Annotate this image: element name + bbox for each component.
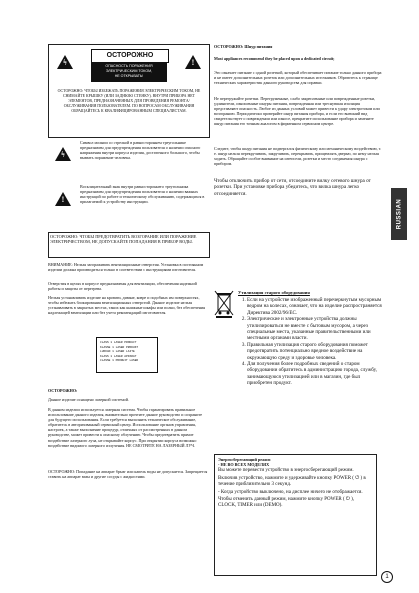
disposal-title: Утилизация старого оборудования: [238, 290, 310, 295]
energy-subtitle: - НЕ ВО ВСЕХ МОДЕЛЯХ: [218, 462, 270, 468]
power-cord-bold: Most appliances recommend they be placed upon a dedicated circuit;: [214, 56, 335, 61]
energy-line-2: Включив устройство, нажмите и удерживайте кнопку POWER ( ⏻ ) в течение приблизительно 3 секунд.: [218, 475, 366, 488]
attention-para: ВНИМАНИЕ: Нельзя загораживать вентиляционные отверстия. Установка в постоянном изделии должна производиться только в соответствии с инструкциями изготовителя.: [48, 262, 204, 273]
laser-label-line: KLASS 1 LASER APPARAT: [100, 354, 137, 358]
warning-label-line-3: НЕ ОТКРЫВАТЬ!: [114, 74, 144, 78]
power-cord-para-3: Следите, чтобы шнур питания не подвергался физическому или механическому воздействию, т. е. шнур нельзя перекручивать, закручивать, перекрывать, прищемлять дверью, по нему нельзя ходить. Обращайте особое внимание на штепсели, розетки и место соединения шнура с прибором.: [214, 146, 382, 167]
laser-label-line: CLASSE 1 PRODUIT LASER: [100, 359, 139, 363]
exclaim-note: Восклицательный знак внутри равностороннего треугольника предназначен для предупреждения пользователя о наличии важных инструкций по работе и техническому обслуживанию, содержащихся в прилагаемой к устройству инструкции.: [80, 184, 205, 205]
laser-label: [96, 337, 158, 373]
warning-box: [48, 44, 210, 138]
warning-title: ОСТОРОЖНО: [91, 49, 169, 63]
language-tab: [391, 188, 407, 240]
disposal-section: [238, 290, 382, 387]
energy-line-3: - Когда устройство выключено, на дисплее ничего не отображается.: [218, 489, 363, 495]
language-tab-label: RUSSIAN: [396, 198, 403, 230]
vent-para-2: Нельзя устанавливать изделие на кровати, диване, ковре и подобных им поверхностях, чтобы избежать блокирования вентиляционных отверстий. Данное изделие нельзя устанавливать в закрытых местах, таких как книжные шкафы или полки, без обеспечения надлежащей вентиляции или без учета рекомендаций изготовителя.: [48, 295, 206, 316]
rain-para: ОСТОРОЖНО: Попадание на аппарат брызг или капель воды не допускается. Запрещается ставить на аппарат вазы и другие сосуды с жидкостями.: [48, 469, 208, 480]
exclamation-triangle-icon: !: [55, 192, 71, 206]
energy-line-4: Чтобы отменить данный режим, нажмите кнопку POWER ( ⏻ ), CLOCK, TIMER или (DEMO).: [218, 497, 355, 509]
energy-box: [214, 454, 377, 576]
disposal-item: 2. Электрические и электронные устройства должны утилизироваться не вместе с бытовым мусором, а через специальные места, указанные правительственными или местными органами власти.: [247, 316, 382, 342]
power-cord-para-2: Не перегружайте розетки. Перегруженные, слабо закрепленные или поврежденные розетки, удлинители, изношенные шнуры питания, поврежденная или треснувшая изоляция представляют опасность. Любое из данных условий может привести к удару электротоком или возгоранию. Периодически проверяйте шнур питания прибора, и если его внешний вид свидетельствует о повреждении или износе, прекратите использование прибора и замените шнур питания его точным аналогом в фирменном сервисном центре.: [214, 96, 380, 127]
fire-warning-box: [48, 232, 210, 258]
disposal-item: 4. Для получения более подробных сведений о старом оборудовании обратитесь в администрацию города, службу, занимающуюся утилизацией или в магазин, где был приобретен продукт.: [247, 361, 382, 387]
lightning-triangle-icon: ϟ: [55, 147, 71, 161]
disposal-item: 3. Правильная утилизация старого оборудования поможет предотвратить потенциально вредное воздействие на окружающую среду и здоровье человека.: [247, 342, 382, 361]
exclamation-triangle-icon: !: [185, 55, 201, 69]
vent-para-1: Отверстия в щелях в корпусе предназначены для вентиляции, обеспечения надежной работы и защиты от перегрева.: [48, 281, 197, 292]
energy-title: Энергосберегающий режим: [218, 457, 271, 462]
fire-warning: ОСТОРОЖНО: ЧТОБЫ ПРЕДОТВРАТИТЬ ВОЗГОРАНИЕ ИЛИ ПОРАЖЕНИЕ ЭЛЕКТРИЧЕСТВОМ, НЕ ДОПУСКАЙТЕ ПОПАДАНИЯ В ПРИБОР ВОДЫ.: [50, 234, 197, 245]
power-cord-para-1: Это означает питание с одной розеткой, который обеспечивает питание только данного прибора и не имеет дополнительных розеток или дополнительных источников. Обратитесь к странице технических характеристик данного руководства для справки.: [214, 70, 382, 86]
lightning-note: Символ молнии со стрелкой в равностороннем треугольнике предназначен для предупреждения пользователя о наличии опасного напряжения внутри корпуса изделия, достаточного большого, чтобы вызвать поражение человека.: [80, 140, 201, 161]
lightning-triangle-icon: ϟ: [57, 55, 73, 69]
laser-caution-line: Данное изделие оснащено лазерной системой.: [48, 397, 129, 402]
laser-label-line: KLASSE 1 LASER PRODUKT: [100, 345, 139, 349]
laser-caution-title: ОСТОРОЖНО:: [48, 388, 78, 393]
disposal-item: 1. Если на устройстве изображенный перечеркнутым мусорным ведром на колесах, означает, что на изделие распространяется Директива 2002/96/EC.: [247, 297, 382, 316]
warning-label-line-2: ЭЛЕКТРИЧЕСКИМ ТОКОМ,: [105, 69, 153, 73]
energy-line-1: Вы можете перевести устройство в энергосберегающий режим.: [218, 468, 354, 474]
power-cord-title: ОСТОРОЖНО: Шнур питания: [214, 44, 273, 49]
warning-label-line-1: ОПАСНОСТЬ ПОРАЖЕНИЯ: [105, 64, 153, 68]
page-number: 1: [381, 571, 393, 583]
warning-caption: ОСТОРОЖНО: ЧТОБЫ ИЗБЕЖАТЬ ПОРАЖЕНИЯ ЭЛЕКТРИЧЕСКИМ ТОКОМ, НЕ СНИМАЙТЕ КРЫШКУ (ИЛИ ЗАДНЮЮ СТЕНКУ). ВНУТРИ ПРИБОРА НЕТ ЭЛЕМЕНТОВ, ПРЕДНАЗНАЧЕННЫХ ДЛЯ ПРОВЕДЕНИЯ РЕМОНТА/ОБСЛУЖИВАНИЯ ПОЛЬЗОВАТЕЛЕМ. ПО ВОПРОСАМ ОБСЛУЖИВАНИЯ ОБРАЩАЙТЕСЬ К КВАЛИФИЦИРОВАННЫМ СПЕЦИАЛИСТАМ.: [57, 89, 201, 114]
laser-para: В данном изделии используется лазерная система. Чтобы гарантировать правильное использование данного изделия, внимательно прочтите данное руководство и сохраните для будущего использования. Если требуется выполнить техническое обслуживание, обратитесь в авторизованный сервисный центр. Использование органов управления, настроек, а также выполнение процедур, отличных от рассмотренных в данном руководстве, может привести к опасному облучению. Чтобы предотвратить прямое воздействие лазерного луча, не открывайте корпус. При открытии корпуса возможно воздействие видимого лазерного излучения. НЕ СМОТРИТЕ НА ЛАЗЕРНЫЙ ЛУЧ.: [48, 407, 203, 448]
laser-label-line: CLASS 1 LASER PRODUCT: [100, 341, 137, 344]
warning-label: [91, 63, 167, 82]
laser-label-line: LUOKAN 1 LASER LAITE: [100, 350, 135, 354]
power-cord-para-4: Чтобы отключить прибор от сети, отсоедините вилку сетевого шнура от розетки. При установке прибора убедитесь, что вилка шнура легко отсоединяется.: [214, 178, 371, 197]
crossed-bin-icon: [213, 289, 235, 319]
